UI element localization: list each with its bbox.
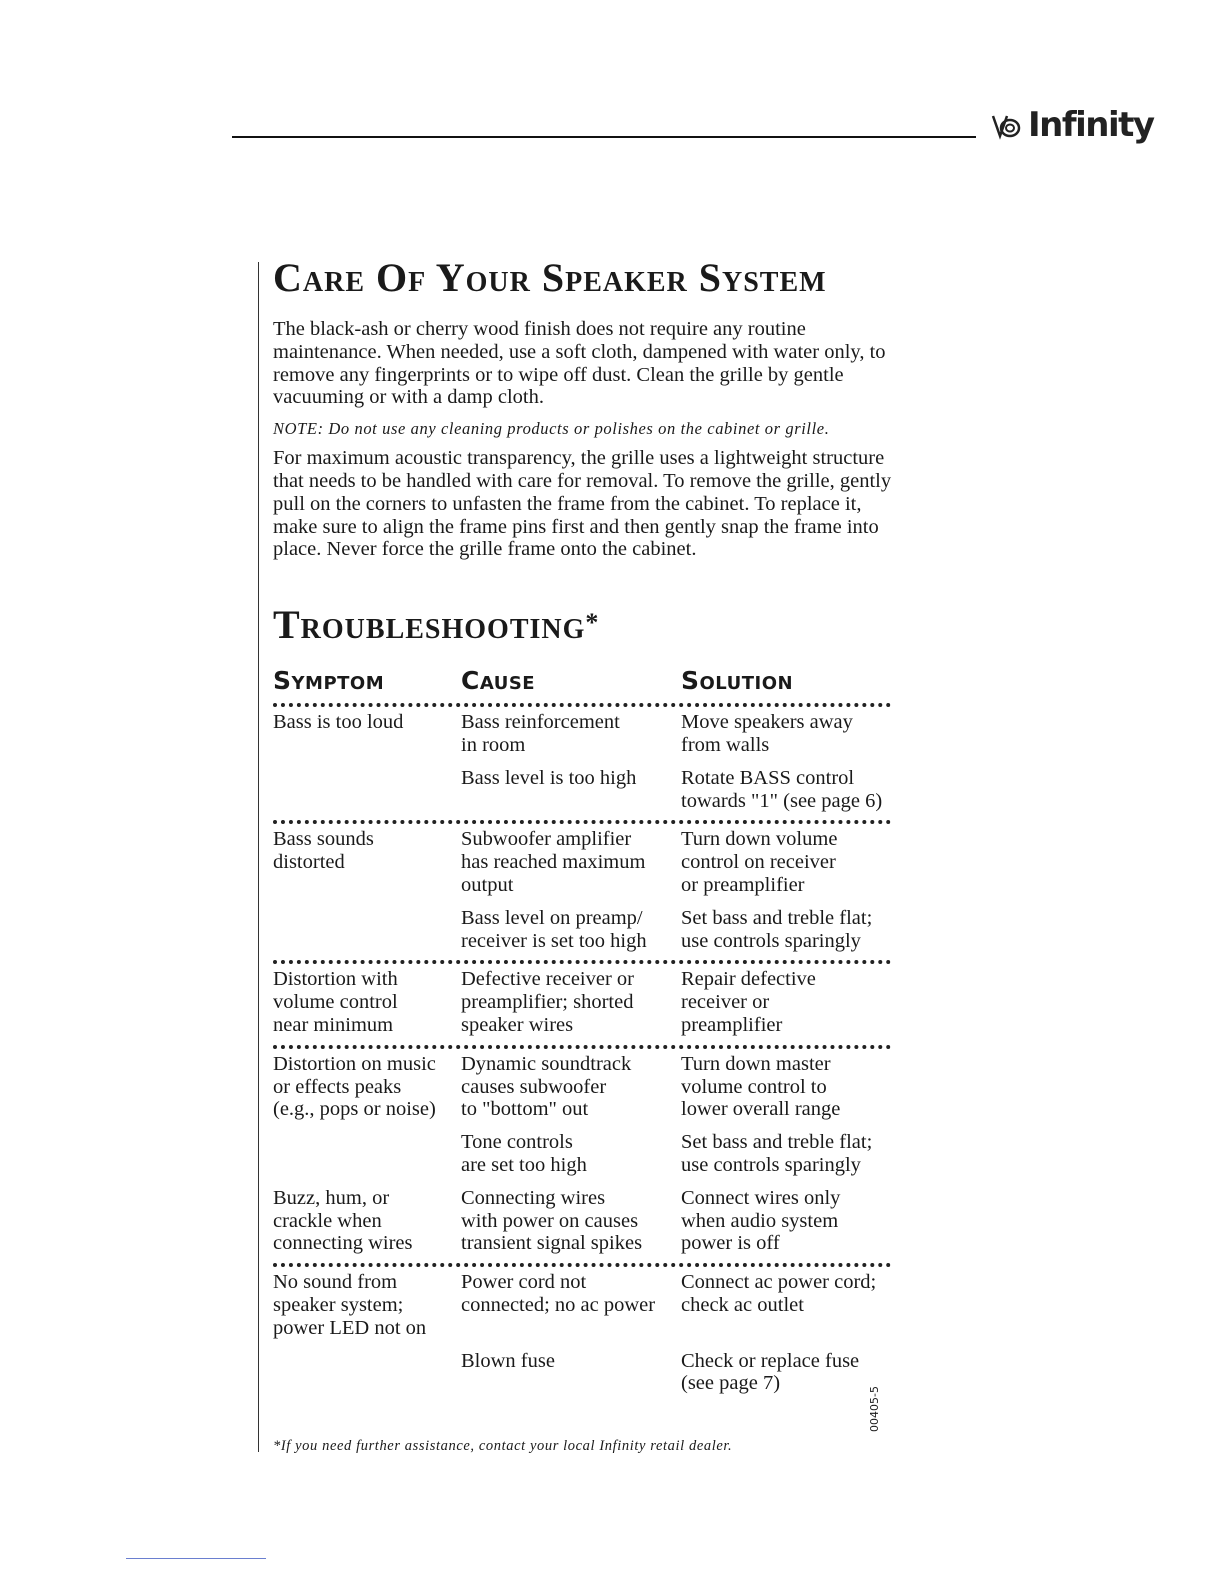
cause-cell: Power cord not connected; no ac power bbox=[461, 1271, 656, 1316]
symptom-cell bbox=[273, 1131, 461, 1177]
cause-cell: Connecting wires with power on causes transient signal spikes bbox=[461, 1186, 643, 1255]
row-gap bbox=[273, 1340, 893, 1350]
symptom-cell: Distortion on music or effects peaks (e.g., pops or noise) bbox=[273, 1052, 436, 1121]
document-code: 00405-5 bbox=[868, 1386, 881, 1432]
cause-cell: Dynamic soundtrack causes subwoofer to "bottom" out bbox=[461, 1052, 632, 1121]
left-margin-rule bbox=[258, 262, 259, 1452]
symptom-cell: Buzz, hum, or crackle when connecting wires bbox=[273, 1186, 413, 1255]
troubleshooting-title-text: Troubleshooting bbox=[273, 602, 586, 648]
brand-name: Infinity bbox=[1028, 105, 1154, 145]
cause-cell: Tone controls are set too high bbox=[461, 1131, 587, 1176]
cause-cell: Bass reinforcement in room bbox=[461, 711, 620, 756]
table-group bbox=[273, 711, 893, 812]
dotted-separator bbox=[273, 960, 891, 964]
link-underline bbox=[126, 1558, 266, 1559]
symptom-cell: Distortion with volume control near minimum bbox=[273, 968, 398, 1036]
brand-logo bbox=[990, 100, 1154, 150]
cause-cell: Bass level is too high bbox=[461, 766, 637, 789]
symptom-cell bbox=[273, 1350, 461, 1396]
symptom-cell bbox=[273, 767, 461, 813]
table-row bbox=[273, 767, 893, 813]
dotted-separator bbox=[273, 1263, 891, 1267]
table-row bbox=[273, 968, 893, 1036]
solution-cell: Turn down master volume control to lower overall range bbox=[681, 1052, 841, 1121]
cause-cell: Subwoofer amplifier has reached maximum output bbox=[461, 828, 646, 896]
row-gap bbox=[273, 1177, 893, 1187]
table-row bbox=[273, 1053, 893, 1121]
care-paragraph-2: For maximum acoustic transparency, the grille uses a lightweight structure that needs to be handled with care for removal. To remove the grille, gently pull on the corners to unfasten the frame from the cabinet. To replace it, make sure to align the frame pins first and then gently snap the frame into place. Never force the grille frame onto the cabinet. bbox=[273, 447, 892, 561]
table-row bbox=[273, 1187, 893, 1255]
table-group bbox=[273, 828, 893, 952]
solution-cell: Check or replace fuse (see page 7) bbox=[681, 1349, 860, 1395]
care-note: NOTE: Do not use any cleaning products or polishes on the cabinet or grille. bbox=[273, 419, 830, 439]
dotted-separator bbox=[273, 820, 891, 824]
cause-cell: Bass level on preamp/ receiver is set too high bbox=[461, 906, 647, 952]
care-paragraph-1: The black-ash or cherry wood finish does not require any routine maintenance. When needed, use a soft cloth, dampened with water only, to remove any fingerprints or to wipe off dust. Clean the grille by gentle vacuuming or with a damp cloth. bbox=[273, 318, 886, 409]
table-row bbox=[273, 1271, 893, 1339]
dotted-separator bbox=[273, 703, 891, 707]
troubleshooting-table bbox=[273, 703, 893, 1395]
header-cause: Cause bbox=[461, 666, 536, 696]
cause-cell: Defective receiver or preamplifier; shorted speaker wires bbox=[461, 968, 634, 1036]
table-row bbox=[273, 907, 893, 953]
header-solution: Solution bbox=[681, 666, 794, 696]
header-symptom: Symptom bbox=[273, 666, 385, 696]
main-content bbox=[273, 248, 893, 1395]
troubleshooting-title bbox=[273, 595, 893, 655]
table-group bbox=[273, 1053, 893, 1255]
row-gap bbox=[273, 1121, 893, 1131]
symptom-cell: Bass sounds distorted bbox=[273, 828, 374, 874]
table-group bbox=[273, 1271, 893, 1395]
symptom-cell: No sound from speaker system; power LED not on bbox=[273, 1271, 427, 1339]
footnote: *If you need further assistance, contact your local Infinity retail dealer. bbox=[273, 1438, 733, 1454]
table-row bbox=[273, 828, 893, 896]
solution-cell: Set bass and treble flat; use controls sparingly bbox=[681, 906, 873, 952]
solution-cell: Connect ac power cord; check ac outlet bbox=[681, 1271, 877, 1316]
solution-cell: Move speakers away from walls bbox=[681, 711, 853, 756]
table-header bbox=[273, 663, 893, 695]
infinity-logo-icon bbox=[990, 108, 1026, 142]
table-row bbox=[273, 1131, 893, 1177]
dotted-separator bbox=[273, 1045, 891, 1049]
solution-cell: Set bass and treble flat; use controls sparingly bbox=[681, 1131, 873, 1176]
solution-cell: Rotate BASS control towards "1" (see page 6) bbox=[681, 766, 883, 812]
header-rule bbox=[232, 136, 976, 138]
solution-cell: Turn down volume control on receiver or preamplifier bbox=[681, 828, 838, 896]
table-row bbox=[273, 711, 893, 757]
symptom-cell bbox=[273, 907, 461, 953]
row-gap bbox=[273, 757, 893, 767]
row-gap bbox=[273, 897, 893, 907]
solution-cell: Connect wires only when audio system power is off bbox=[681, 1186, 841, 1255]
troubleshooting-asterisk: * bbox=[585, 608, 600, 638]
table-row bbox=[273, 1350, 893, 1396]
cause-cell: Blown fuse bbox=[461, 1349, 555, 1372]
care-title: Care Of Your Speaker System bbox=[273, 255, 827, 300]
table-group bbox=[273, 968, 893, 1036]
symptom-cell: Bass is too loud bbox=[273, 711, 404, 734]
solution-cell: Repair defective receiver or preamplifier bbox=[681, 968, 816, 1036]
